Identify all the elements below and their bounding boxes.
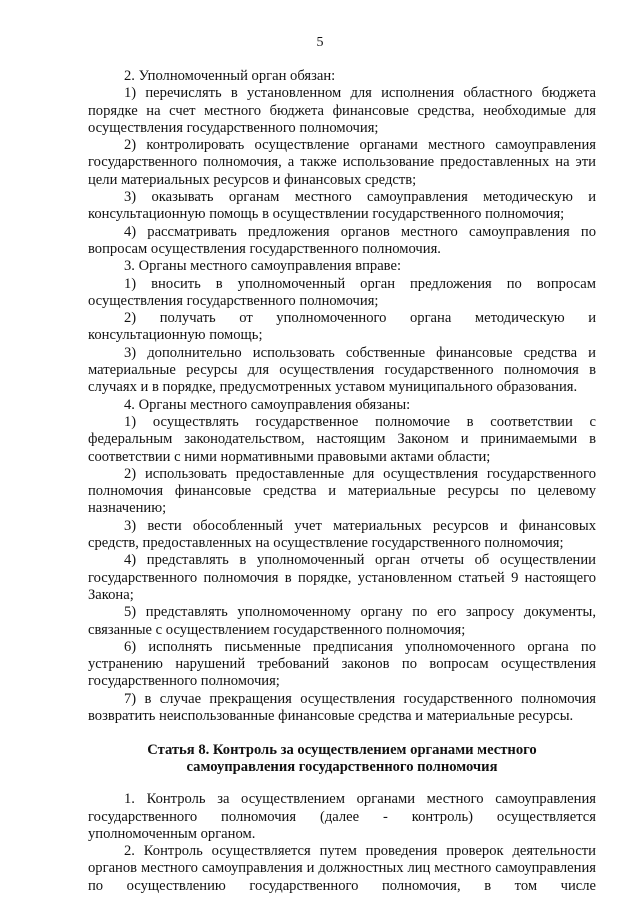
paragraph: 3) вести обособленный учет материальных ресурсов и финансовых средств, предоставленных на осуществление государственного полномочия;: [88, 517, 596, 552]
paragraph: 2. Контроль осуществляется путем проведения проверок деятельности органов местного самоуправления и должностных лиц местного самоуправления по осуществлению государственного полномочия, в том числе: [88, 843, 596, 894]
paragraph: 3) дополнительно использовать собственные финансовые средства и материальные ресурсы для осуществления государственного полномочия в случаях и в порядке, предусмотренных уставом муниципального образования.: [88, 344, 596, 396]
paragraph: 1) осуществлять государственное полномочие в соответствии с федеральным законодательством, настоящим Законом и принимаемыми в соответствии с ними нормативными правовыми актами области;: [88, 413, 596, 465]
paragraph: 6) исполнять письменные предписания уполномоченного органа по устранению нарушений требований законов по вопросам осуществления государственного полномочия;: [88, 638, 596, 690]
paragraph: 2) использовать предоставленные для осуществления государственного полномочия финансовые средства и материальные ресурсы по целевому назначению;: [88, 465, 596, 517]
paragraph: 3) оказывать органам местного самоуправления методическую и консультационную помощь в осуществлении государственного полномочия;: [88, 189, 596, 223]
paragraph: 1. Контроль за осуществлением органами местного самоуправления государственного полномочия (далее - контроль) осуществляется уполномоченным органом.: [88, 791, 596, 842]
paragraph: 4) представлять в уполномоченный орган отчеты об осуществлении государственного полномочия в порядке, установленном статьей 9 настоящего Закона;: [88, 552, 596, 603]
article-heading-line: самоуправления государственного полномочия: [186, 759, 498, 776]
paragraph: 5) представлять уполномоченному органу по его запросу документы, связанные с осуществлением государственного полномочия;: [88, 604, 596, 638]
page-number: 5: [316, 35, 324, 50]
paragraph: 2) контролировать осуществление органами местного самоуправления государственного полномочия, а также использование предоставленных на эти цели материальных ресурсов и финансовых средств;: [88, 137, 596, 188]
paragraph: 3. Органы местного самоуправления вправе:: [124, 258, 402, 275]
paragraph: 2. Уполномоченный орган обязан:: [124, 68, 336, 84]
paragraph: 4. Органы местного самоуправления обязаны:: [124, 396, 411, 413]
paragraph: 2) получать от уполномоченного органа методическую и консультационную помощь;: [88, 310, 596, 344]
paragraph: 1) вносить в уполномоченный орган предложения по вопросам осуществления государственного полномочия;: [88, 275, 596, 309]
document-body: [88, 68, 596, 895]
paragraph: 1) перечислять в установленном для исполнения областного бюджета порядке на счет местного бюджета финансовые средства, необходимые для осуществления государственного полномочия;: [88, 85, 596, 136]
article-heading: [88, 742, 596, 776]
article-heading-line: Статья 8. Контроль за осуществлением органами местного: [147, 742, 537, 759]
paragraph: 4) рассматривать предложения органов местного самоуправления по вопросам осуществления государственного полномочия.: [88, 223, 596, 257]
paragraph: 7) в случае прекращения осуществления государственного полномочия возвратить неиспользованные финансовые средства и материальные ресурсы.: [88, 690, 596, 724]
